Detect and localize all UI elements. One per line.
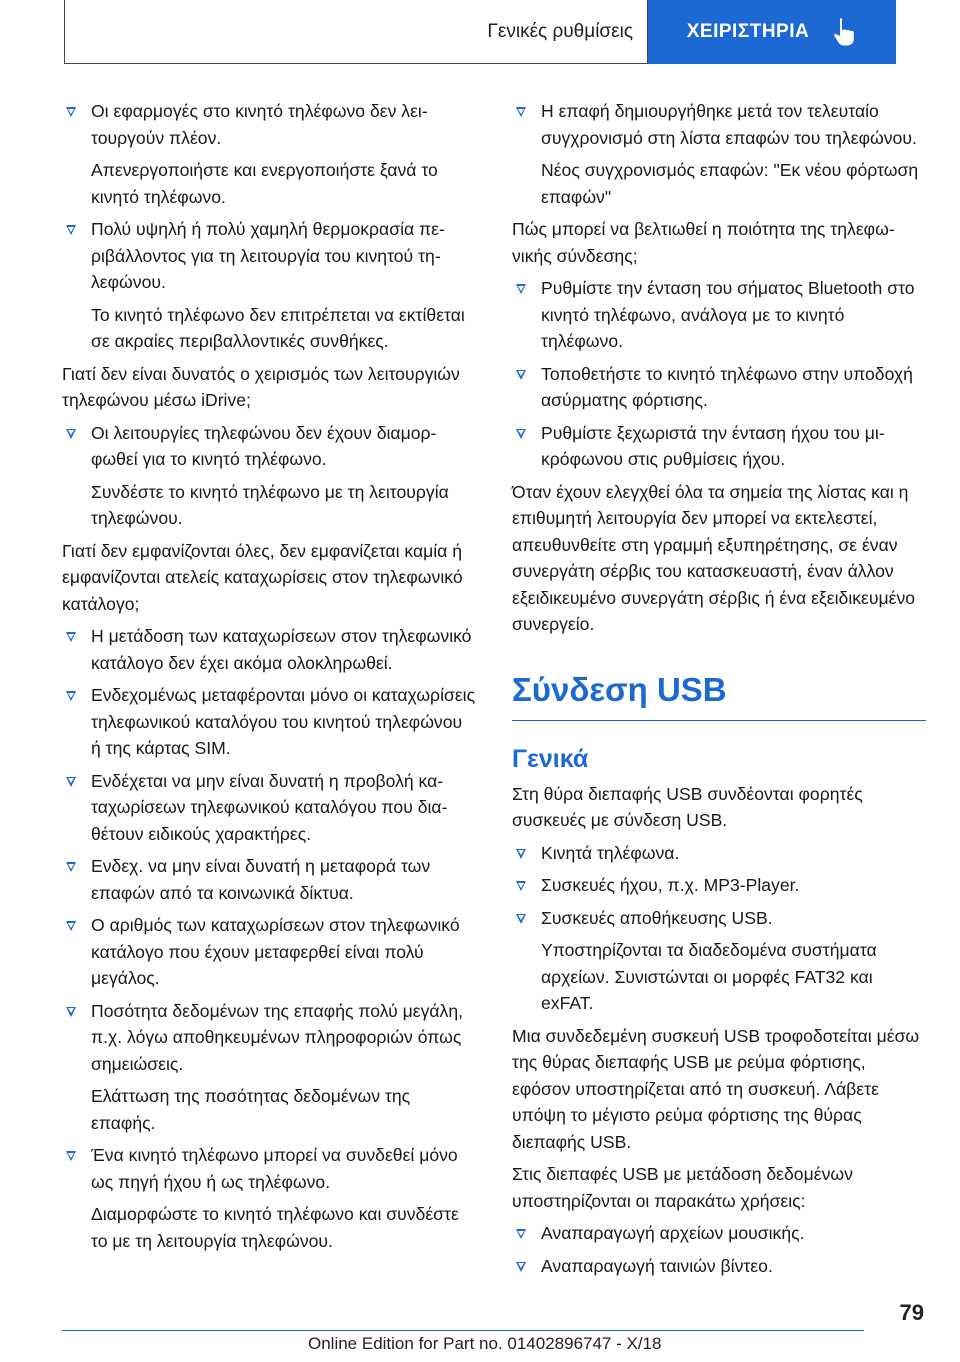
list-item: Πολύ υψηλή ή πολύ χαμηλή θερμοκρασία περιβάλλοντος για τη λειτουργία του κινητού τηλεφώνου.	[62, 216, 476, 296]
list-item: Ενδεχ. να μην είναι δυνατή η μεταφορά των επαφών από τα κοινωνικά δίκτυα.	[62, 853, 476, 906]
bullet-triangle-icon	[516, 107, 526, 117]
list-item: Ένα κινητό τηλέφωνο μπορεί να συνδεθεί μόνο ως πηγή ήχου ή ως τηλέφωνο.	[62, 1142, 476, 1195]
bullet-triangle-icon	[516, 881, 526, 891]
remedy-text: Απενεργοποιήστε και ενεργοποιήστε ξανά το κινητό τηλέφωνο.	[91, 160, 438, 207]
bullet-triangle-icon	[66, 862, 76, 872]
list-item: Οι εφαρμογές στο κινητό τηλέφωνο δεν λειτουργούν πλέον.	[62, 98, 476, 151]
bullet-triangle-icon	[516, 849, 526, 859]
list-item: Τοποθετήστε το κινητό τηλέφωνο στην υποδοχή ασύρματης φόρτισης.	[512, 361, 926, 414]
list-item: Αναπαραγωγή αρχείων μουσικής.	[512, 1220, 926, 1247]
bullet-triangle-icon	[516, 914, 526, 924]
bullet-triangle-icon	[66, 1151, 76, 1161]
section-title: Γενικές ρυθμίσεις	[487, 20, 633, 42]
bullet-triangle-icon	[66, 429, 76, 439]
footer-divider	[62, 1330, 864, 1331]
subsection-heading: Γενικά	[512, 744, 589, 773]
bullet-triangle-icon	[66, 1007, 76, 1017]
section-heading: Σύνδεση USB	[512, 670, 926, 721]
bullet-triangle-icon	[516, 1229, 526, 1239]
left-column	[62, 98, 476, 1260]
remedy-text: Το κινητό τηλέφωνο δεν επιτρέπεται να εκτίθεται σε ακραίες περιβαλλοντικές συνθήκες.	[91, 304, 465, 351]
bullet-triangle-icon	[66, 107, 76, 117]
list-item: Κινητά τηλέφωνα.	[512, 840, 926, 867]
bullet-triangle-icon	[516, 370, 526, 380]
list-item: Συσκευές αποθήκευσης USB.	[512, 905, 926, 932]
remedy-text: Ελάττωση της ποσότητας δεδομένων της επαφής.	[91, 1086, 411, 1133]
hand-pointer-icon	[831, 17, 857, 47]
page-header	[64, 0, 896, 64]
list-item: Οι λειτουργίες τηλεφώνου δεν έχουν διαμορφωθεί για το κινητό τηλέφωνο.	[62, 420, 476, 473]
bullet-triangle-icon	[66, 225, 76, 235]
question-text: Πώς μπορεί να βελτιωθεί η ποιότητα της τηλεφωνικής σύνδεσης;	[512, 219, 895, 266]
bullet-triangle-icon	[516, 429, 526, 439]
bullet-triangle-icon	[66, 632, 76, 642]
remedy-text: Διαμορφώστε το κινητό τηλέφωνο και συνδέστε το με τη λειτουργία τηλεφώνου.	[91, 1204, 459, 1251]
list-item: Ενδέχεται να μην είναι δυνατή η προβολή καταχωρίσεων τηλεφωνικού καταλόγου που διαθέτουν ειδικούς χαρακτήρες.	[62, 768, 476, 848]
remedy-text: Υποστηρίζονται τα διαδεδομένα συστήματα αρχείων. Συνιστώνται οι μορφές FAT32 και exFAT.	[541, 940, 877, 1013]
remedy-text: Νέος συγχρονισμός επαφών: "Εκ νέου φόρτωση επαφών"	[541, 160, 919, 207]
list-item: Συσκευές ήχου, π.χ. MP3-Player.	[512, 872, 926, 899]
list-item: Ρυθμίστε την ένταση του σήματος Bluetooth στο κινητό τηλέφωνο, ανάλογα με το κινητό τηλέφωνο.	[512, 275, 926, 355]
paragraph: Στη θύρα διεπαφής USB συνδέονται φορητές συσκευές με σύνδεση USB.	[512, 783, 863, 830]
page-number: 79	[899, 1300, 924, 1325]
bullet-triangle-icon	[516, 1262, 526, 1272]
bullet-triangle-icon	[66, 921, 76, 931]
bullet-triangle-icon	[66, 777, 76, 787]
list-item: Η επαφή δημιουργήθηκε μετά τον τελευταίο συγχρονισμό στη λίστα επαφών του τηλεφώνου.	[512, 98, 926, 151]
right-column	[512, 98, 926, 1285]
manual-tab	[648, 0, 896, 64]
bullet-triangle-icon	[516, 284, 526, 294]
section-title-tab	[64, 0, 648, 64]
manual-label: ΧΕΙΡΙΣΤΗΡΙΑ	[686, 21, 810, 42]
paragraph: Μια συνδεδεμένη συσκευή USB τροφοδοτείται μέσω της θύρας διεπαφής USB με ρεύμα φόρτισης, εφόσον υποστηρίζεται από τη συσκευή. Λάβετε υπόψη το μέγιστο ρεύμα φόρτισης της θύρας διεπαφής USB.	[512, 1025, 920, 1152]
list-item: Ο αριθμός των καταχωρίσεων στον τηλεφωνικό κατάλογο που έχουν μεταφερθεί είναι πολύ μεγάλος.	[62, 912, 476, 992]
list-item: Ενδεχομένως μεταφέρονται μόνο οι καταχωρίσεις τηλεφωνικού καταλόγου του κινητού τηλεφώνου ή της κάρτας SIM.	[62, 682, 476, 762]
list-item: Αναπαραγωγή ταινιών βίντεο.	[512, 1253, 926, 1280]
list-item: Ποσότητα δεδομένων της επαφής πολύ μεγάλη, π.χ. λόγω αποθηκευμένων πληροφοριών όπως σημειώσεις.	[62, 998, 476, 1078]
list-item: Η μετάδοση των καταχωρίσεων στον τηλεφωνικό κατάλογο δεν έχει ακόμα ολοκληρωθεί.	[62, 623, 476, 676]
edition-text: Online Edition for Part no. 01402896747 - X/18	[308, 1334, 662, 1353]
paragraph: Στις διεπαφές USB με μετάδοση δεδομένων υποστηρίζονται οι παρακάτω χρήσεις:	[512, 1164, 853, 1211]
paragraph: Όταν έχουν ελεγχθεί όλα τα σημεία της λίστας και η επιθυμητή λειτουργία δεν μπορεί να εκτελεστεί, απευθυνθείτε στη γραμμή εξυπηρέτησης, σε έναν συνεργάτη σέρβις του κατασκευαστή, έναν άλλον εξειδικευμένο συνεργάτη σέρβις ή ένα εξειδικευμένο συνεργείο.	[512, 481, 916, 634]
bullet-triangle-icon	[66, 691, 76, 701]
list-item: Ρυθμίστε ξεχωριστά την ένταση ήχου του μικρόφωνου στις ρυθμίσεις ήχου.	[512, 420, 926, 473]
question-text: Γιατί δεν εμφανίζονται όλες, δεν εμφανίζεται καμία ή εμφανίζονται ατελείς καταχωρίσεις στον τηλεφωνικό κατάλογο;	[62, 540, 463, 614]
remedy-text: Συνδέστε το κινητό τηλέφωνο με τη λειτουργία τηλεφώνου.	[91, 481, 449, 528]
question-text: Γιατί δεν είναι δυνατός ο χειρισμός των λειτουργιών τηλεφώνου μέσω iDrive;	[62, 363, 460, 410]
